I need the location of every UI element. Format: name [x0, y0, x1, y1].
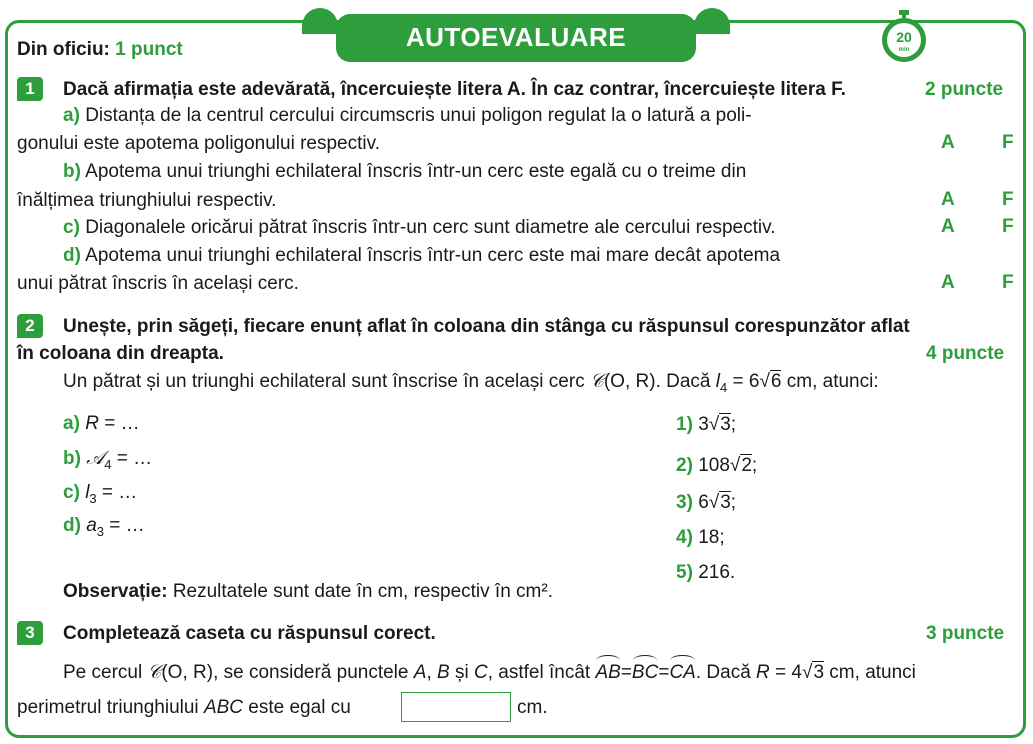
left-item-d[interactable]: d) $a_3$ = … [63, 515, 145, 539]
observation: Observație: Rezultatele sunt date în cm, respectiv în cm². [63, 581, 553, 602]
din-oficiu-points: 1 punct [115, 39, 183, 60]
answer-1a-false[interactable]: F [1002, 132, 1014, 153]
answer-1c-false[interactable]: F [1002, 216, 1014, 237]
stopwatch-icon [880, 8, 928, 64]
page-title: AUTOEVALUARE [336, 14, 696, 62]
timer-unit: min [898, 47, 910, 53]
answer-1d-false[interactable]: F [1002, 272, 1014, 293]
arc-bc: BC [631, 662, 659, 683]
exercise-1-instruction: Dacă afirmația este adevărată, încercuiește litera A. În caz contrar, încercuiește litera F. [63, 79, 846, 100]
left-item-b[interactable]: b) 𝒜$_4$ = … [63, 448, 153, 472]
answer-1a-true[interactable]: A [941, 132, 955, 153]
exercise-3-number: 3 [17, 621, 43, 645]
exercise-1-points: 2 puncte [925, 79, 1004, 100]
arc-ca: CA [669, 662, 696, 683]
right-item-4[interactable]: 4) 18; [676, 527, 725, 548]
arc-ab: AB [595, 662, 621, 683]
timer-minutes: 20 [896, 29, 912, 45]
right-item-2[interactable]: 2) 108√2; [676, 455, 758, 476]
exercise-3-points: 3 puncte [926, 623, 1005, 644]
item-1a-line2: gonului este apotema poligonului respectiv. [17, 133, 380, 154]
answer-1d-true[interactable]: A [941, 272, 955, 293]
exercise-2-number: 2 [17, 314, 43, 338]
exercise-3-instruction: Completează caseta cu răspunsul corect. [63, 623, 436, 644]
item-1d-line2: unui pătrat înscris în același cerc. [17, 273, 299, 294]
exercise-1-number: 1 [17, 77, 43, 101]
answer-1c-true[interactable]: A [941, 216, 955, 237]
exercise-2-instruction-line2: în coloana din dreapta. [17, 343, 224, 364]
left-item-c[interactable]: c) $l_3$ = … [63, 482, 138, 506]
exercise-2-instruction-line1: Unește, prin săgeți, fiecare enunț aflat în coloana din stânga cu răspunsul corespunzător aflat [63, 316, 910, 337]
exercise-2-statement: Un pătrat și un triunghi echilateral sunt înscrise în același cerc 𝒞(O, R). Dacă $l_4 = 6√6$ cm, atunci: [63, 371, 879, 395]
answer-1b-false[interactable]: F [1002, 189, 1014, 210]
left-item-a[interactable]: a) R = … [63, 413, 140, 434]
item-1b-line1: b) Apotema unui triunghi echilateral înscris într-un cerc este egală cu o treime din [63, 161, 747, 182]
answer-1b-true[interactable]: A [941, 189, 955, 210]
din-oficiu-label: Din oficiu: [17, 39, 110, 60]
answer-box[interactable] [401, 692, 511, 722]
item-1a-line1: a) Distanța de la centrul cercului circumscris unui poligon regulat la o latură a poli- [63, 105, 752, 126]
item-1c-line1: c) Diagonalele oricărui pătrat înscris într-un cerc sunt diametre ale cercului respectiv. [63, 217, 776, 238]
exercise-3-statement-line1: Pe cercul 𝒞(O, R), se consideră punctele A, B și C, astfel încât AB=BC=CA. Dacă R = 4√3 cm, atunci [63, 662, 916, 683]
exercise-2-points: 4 puncte [926, 343, 1005, 364]
exercise-3-statement-line2: perimetrul triunghiului ABC este egal cu [17, 697, 351, 718]
right-item-1[interactable]: 1) 3√3; [676, 414, 737, 435]
right-item-3[interactable]: 3) 6√3; [676, 492, 737, 513]
din-oficiu [17, 38, 183, 62]
item-1d-line1: d) Apotema unui triunghi echilateral înscris într-un cerc este mai mare decât apotema [63, 245, 781, 266]
answer-unit: cm. [517, 697, 548, 718]
right-item-5[interactable]: 5) 216. [676, 562, 736, 583]
item-1b-line2: înălțimea triunghiului respectiv. [17, 190, 277, 211]
